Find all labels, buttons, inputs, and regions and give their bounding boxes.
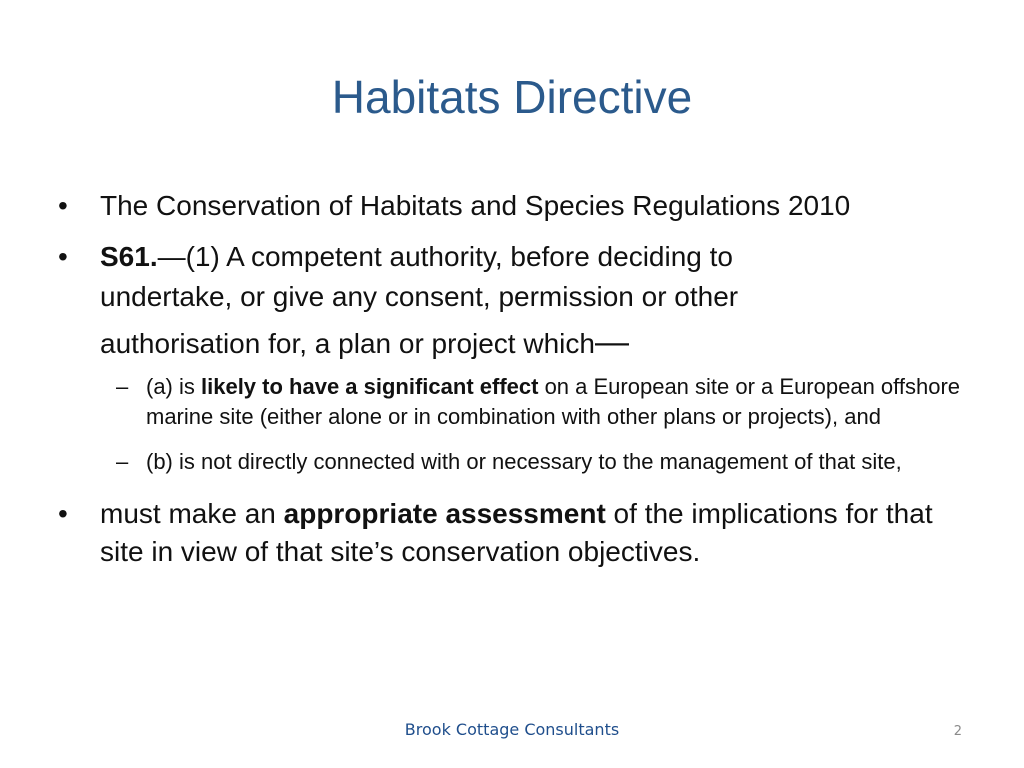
- subbullet-marker: –: [116, 449, 129, 474]
- bullet-text-post: of the implications for that site in view of that site’s conservation objectives.: [100, 498, 933, 567]
- bullet-text-line2: undertake, or give any consent, permission or other: [100, 281, 739, 312]
- subbullet-emphasis: likely to have a significant effect: [201, 374, 539, 399]
- section-ref: S61.: [100, 241, 158, 272]
- subbullet-a: [58, 372, 978, 432]
- page-number: 2: [953, 724, 962, 739]
- subbullet-marker: –: [116, 374, 129, 399]
- bullet-emphasis: appropriate assessment: [283, 498, 606, 529]
- bullet-marker: •: [58, 241, 68, 272]
- slide-title: Habitats Directive: [331, 71, 693, 123]
- bullet-marker: •: [58, 498, 68, 529]
- subbullet-b: [58, 447, 978, 477]
- bullet-text: The Conservation of Habitats and Species Regulations 2010: [100, 190, 851, 221]
- bullet-text-line3: authorisation for, a plan or project which: [100, 328, 595, 359]
- bullet-regulations: [58, 186, 978, 226]
- footer-company: Brook Cottage Consultants: [404, 720, 620, 739]
- bullet-text-pre: must make an: [100, 498, 284, 529]
- bullet-marker: •: [58, 190, 68, 221]
- subbullet-text-pre: (a) is: [146, 374, 201, 399]
- slide-content: [58, 186, 978, 571]
- bullet-text-line1: —(1) A competent authority, before deciding to: [157, 241, 733, 272]
- subbullet-text-post: on a European site or a European offshore marine site (either alone or in combination with other plans or projects), and: [146, 374, 961, 429]
- trailing-dash: —: [594, 323, 629, 361]
- bullet-s61: [58, 237, 978, 364]
- bullet-assessment: [58, 495, 978, 571]
- subbullet-text: (b) is not directly connected with or necessary to the management of that site,: [146, 449, 902, 474]
